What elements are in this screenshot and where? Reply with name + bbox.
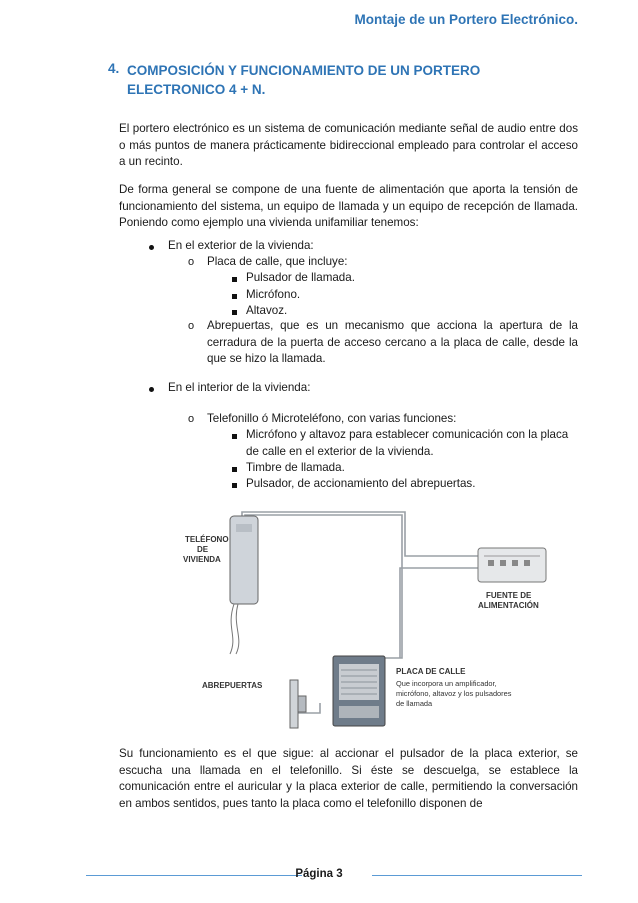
- label-placa-title: PLACA DE CALLE: [396, 667, 466, 676]
- square-bullet: [232, 434, 237, 439]
- telephone-icon: [230, 516, 258, 654]
- list-item-exterior: En el exterior de la vivienda:: [168, 239, 314, 252]
- list-item-microfono: Micrófono.: [246, 288, 301, 301]
- list-item-placa: Placa de calle, que incluye:: [207, 255, 348, 268]
- section-title-line-2: ELECTRONICO 4 + N.: [127, 82, 266, 97]
- bullet-dot: [149, 245, 154, 250]
- label-fuente-l1: FUENTE DE: [486, 591, 532, 600]
- label-telefono-l2: DE: [197, 545, 209, 554]
- intro-paragraph: El portero electrónico es un sistema de comunicación mediante señal de audio entre dos o más puntos de manera prácticamente bidireccional empleado para controlar el acceso a un recinto.: [119, 122, 578, 169]
- door-opener-icon: [290, 680, 306, 728]
- label-placa-l2: micrófono, altavoz y los pulsadores: [396, 689, 512, 698]
- section-number: 4.: [108, 61, 120, 76]
- label-telefono-l1: TELÉFONO: [185, 535, 229, 544]
- square-bullet: [232, 467, 237, 472]
- label-abrepuertas: ABREPUERTAS: [202, 681, 263, 690]
- label-placa-l1: Que incorpora un amplificador,: [396, 679, 497, 688]
- bullet-dot: [149, 387, 154, 392]
- label-placa-l3: de llamada: [396, 699, 433, 708]
- list-item-telefonillo: Telefonillo ó Microteléfono, con varias funciones:: [207, 412, 457, 425]
- label-fuente-l2: ALIMENTACIÓN: [478, 601, 539, 610]
- section-title-line-1: COMPOSICIÓN Y FUNCIONAMIENTO DE UN PORTERO: [127, 63, 481, 78]
- square-bullet: [232, 310, 237, 315]
- circle-bullet: o: [188, 413, 195, 425]
- list-item-abrepuertas: Abrepuertas, que es un mecanismo que acciona la apertura de la cerradura de la puerta de acceso cercano a la placa de calle, desde la que se hizo la llamada.: [207, 319, 578, 366]
- list-item-pulsador-abrepuertas: Pulsador, de accionamiento del abrepuertas.: [246, 477, 476, 490]
- list-item-pulsador: Pulsador de llamada.: [246, 271, 355, 284]
- power-supply-icon: [478, 548, 546, 582]
- page-number: Página 3: [295, 868, 343, 880]
- square-bullet: [232, 483, 237, 488]
- operation-paragraph: Su funcionamiento es el que sigue: al accionar el pulsador de la placa exterior, se escucha una llamada en el telefonillo. Si éste se descuelga, se establece la comunicación entre el auricular y la placa exterior de calle, permitiendo la conversación en ambos sentidos, pues tanto la placa como el telefonillo disponen de: [119, 747, 578, 810]
- running-header: Montaje de un Portero Electrónico.: [354, 12, 578, 27]
- square-bullet: [232, 294, 237, 299]
- square-bullet: [232, 277, 237, 282]
- list-item-microfono-altavoz: Micrófono y altavoz para establecer comunicación con la placa de calle en el exterior de la vivienda.: [246, 428, 569, 458]
- circle-bullet: o: [188, 256, 195, 268]
- list-item-interior: En el interior de la vivienda:: [168, 381, 311, 394]
- composition-paragraph: De forma general se compone de una fuente de alimentación que aporta la tensión de funcionamiento del sistema, un equipo de llamada y un equipo de recepción de llamada. Poniendo como ejemplo una vivienda unifamiliar tenemos:: [119, 183, 578, 230]
- label-telefono-l3: VIVIENDA: [183, 555, 221, 564]
- section-title: [127, 61, 557, 99]
- intercom-diagram: [150, 508, 560, 738]
- list-item-timbre: Timbre de llamada.: [246, 461, 345, 474]
- list-item-altavoz: Altavoz.: [246, 304, 288, 317]
- street-panel-icon: [333, 656, 385, 726]
- circle-bullet: o: [188, 320, 195, 332]
